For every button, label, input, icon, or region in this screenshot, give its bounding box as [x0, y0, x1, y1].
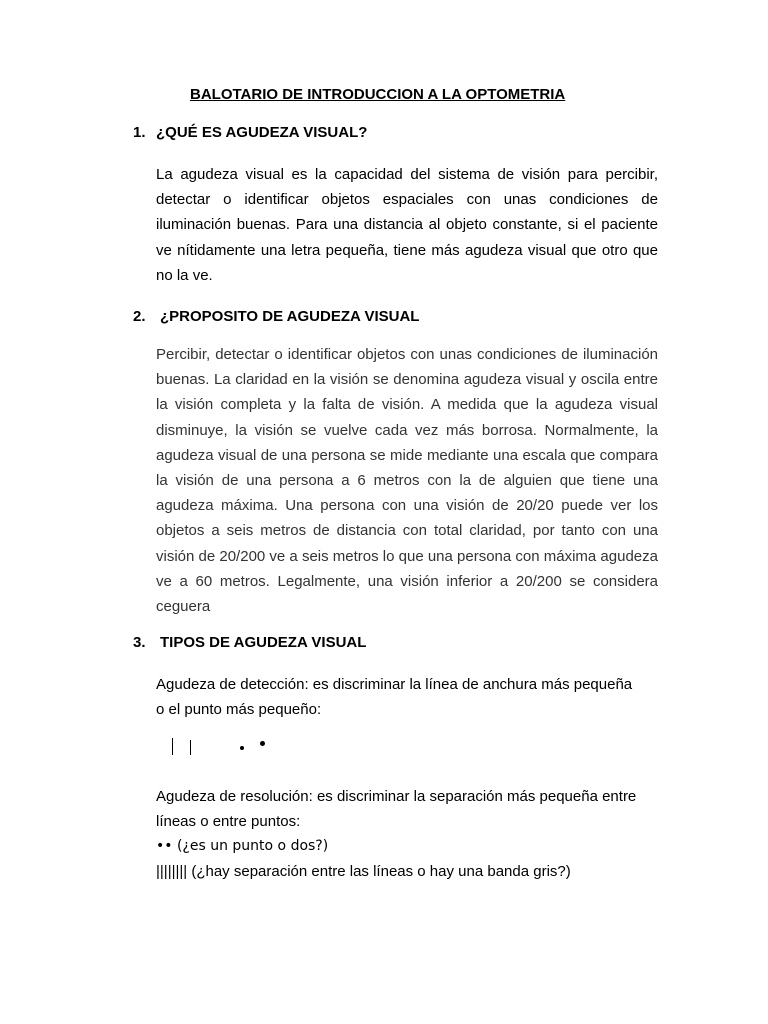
detection-text-line-2: o el punto más pequeño: — [156, 701, 322, 718]
resolution-text-line-1: Agudeza de resolución: es discriminar la separación más pequeña entre — [156, 788, 637, 805]
section-2-number: 2. — [133, 308, 146, 325]
document-title: BALOTARIO DE INTRODUCCION A LA OPTOMETRIA — [190, 86, 566, 103]
section-3-title: TIPOS DE AGUDEZA VISUAL — [160, 634, 367, 651]
detection-text-line-1: Agudeza de detección: es discriminar la línea de anchura más pequeña — [156, 676, 633, 693]
thin-line-symbol — [190, 740, 191, 755]
bars-example: |||||||| (¿hay separación entre las líneas o hay una banda gris?) — [156, 863, 571, 880]
thick-line-symbol — [172, 738, 173, 755]
section-2-title: ¿PROPOSITO DE AGUDEZA VISUAL — [160, 308, 420, 325]
section-1-title: ¿QUÉ ES AGUDEZA VISUAL? — [156, 124, 368, 141]
section-3-number: 3. — [133, 634, 146, 651]
small-dot-symbol — [240, 746, 244, 750]
large-dot-symbol — [260, 741, 265, 746]
resolution-text-line-2: líneas o entre puntos: — [156, 813, 301, 830]
section-1-number: 1. — [133, 124, 146, 141]
section-2-heading — [133, 308, 419, 325]
section-1-heading — [133, 124, 367, 141]
detection-symbols-figure — [168, 735, 288, 759]
section-2-body: Percibir, detectar o identificar objetos con unas condiciones de iluminación buenas. La claridad en la visión se denomina agudeza visual y oscila entre la visión completa y la falta de visión. A medida que la agudeza visual disminuye, la visión se vuelve cada vez más borrosa. Normalmente, la agudeza visual de una persona se mide mediante una escala que compara la visión de una persona a 6 metros con la de alguien que tiene una agudeza máxima. Una persona con una visión de 20/20 puede ver los objetos a seis metros de distancia con total claridad, por tanto con una visión de 20/200 ve a seis metros lo que una persona con máxima agudeza ve a 60 metros. Legalmente, una visión inferior a 20/200 se considera ceguera — [156, 346, 658, 616]
section-1-body: La agudeza visual es la capacidad del sistema de visión para percibir, detectar o identificar objetos espaciales con unas condiciones de iluminación buenas. Para una distancia al objeto constante, si el paciente ve nítidamente una letra pequeña, tiene más agudeza visual que otro que no la ve. — [156, 166, 658, 284]
dots-example: •• (¿es un punto o dos?) — [156, 838, 329, 854]
section-3-heading — [133, 634, 366, 651]
